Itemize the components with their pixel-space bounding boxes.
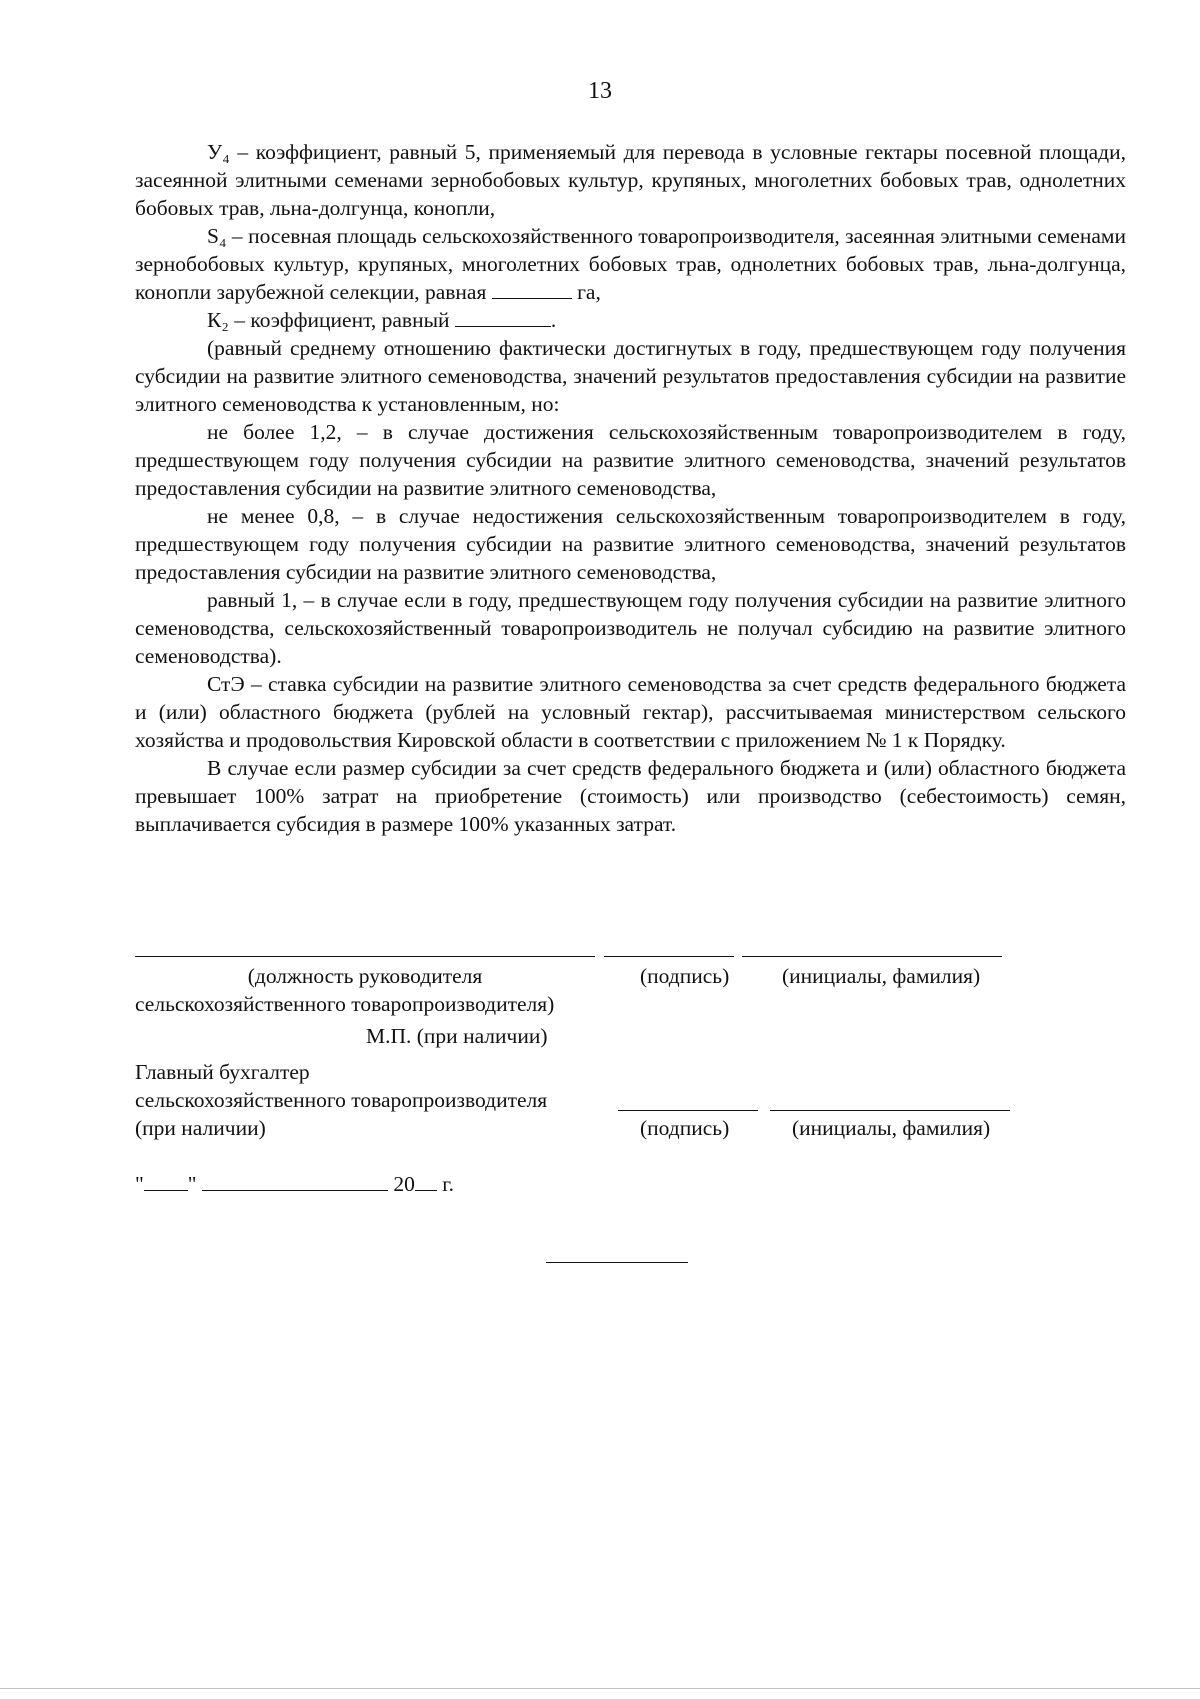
day-blank — [144, 1189, 188, 1191]
head-initials-caption: (инициалы, фамилия) — [782, 964, 981, 988]
paragraph-s4-text: S₄ – посевная площадь сельскохозяйственного товаропроизводителя, засеянная элитными семенами зернобобовых культур, крупяных, многолетних бобовых трав, однолетних бобовых трав, льна-долгунца, конопли зарубежной селекции, равная — [135, 224, 1126, 304]
date-line — [135, 1170, 454, 1198]
month-blank — [202, 1189, 388, 1191]
accountant-initials-line — [770, 1110, 1010, 1111]
year-blank — [415, 1189, 437, 1191]
date-open-quote: " — [135, 1172, 144, 1196]
year-prefix: 20 — [393, 1172, 415, 1196]
paragraph-k2 — [135, 306, 1126, 334]
paragraph-s4-unit: га, — [571, 280, 601, 304]
accountant-signature-line — [618, 1110, 758, 1111]
accountant-caption-3: (при наличии) — [135, 1116, 266, 1140]
paragraph-equal-one: равный 1, – в случае если в году, предшествующем году получения субсидии на развитие элитного семеноводства, сельскохозяйственный товаропроизводитель не получал субсидию на развитие элитного семеноводства). — [135, 588, 1126, 668]
accountant-initials-caption: (инициалы, фамилия) — [792, 1116, 991, 1140]
k2-blank — [455, 325, 551, 327]
accountant-caption-1: Главный бухгалтер — [135, 1060, 310, 1084]
accountant-signature-caption: (подпись) — [640, 1116, 730, 1140]
area-blank — [492, 297, 572, 299]
head-position-caption-1: (должность руководителя — [247, 964, 483, 988]
document-body — [135, 138, 1126, 838]
paragraph-s4 — [135, 222, 1126, 306]
paragraph-k2-text: К₂ – коэффициент, равный — [207, 308, 455, 332]
scan-bottom-edge — [0, 1688, 1200, 1692]
head-position-caption-2: сельскохозяйственного товаропроизводителя) — [135, 992, 555, 1016]
accountant-caption-2: сельскохозяйственного товаропроизводителя — [135, 1088, 548, 1112]
year-suffix: г. — [436, 1172, 454, 1196]
date-close-quote: " — [187, 1172, 197, 1196]
paragraph-k2-end: . — [550, 308, 557, 332]
paragraph-max: не более 1,2, – в случае достижения сельскохозяйственным товаропроизводителем в году, предшествующем году получения субсидии на развитие элитного семеноводства, значений результатов предоставления субсидии на развитие элитного семеноводства, — [135, 420, 1126, 500]
paragraph-min: не менее 0,8, – в случае недостижения сельскохозяйственным товаропроизводителем в году, предшествующем году получения субсидии на развитие элитного семеноводства, значений результатов предоставления субсидии на развитие элитного семеноводства, — [135, 504, 1126, 584]
paragraph-k2-definition: (равный среднему отношению фактически достигнутых в году, предшествующем году получения субсидии на развитие элитного семеноводства, значений результатов предоставления субсидии на развитие элитного семеноводства к установленным, но: — [135, 336, 1126, 416]
page-number: 13 — [588, 78, 612, 104]
head-initials-line — [742, 956, 1002, 957]
head-signature-caption: (подпись) — [640, 964, 730, 988]
paragraph-cap: В случае если размер субсидии за счет средств федерального бюджета и (или) областного бюджета превышает 100% затрат на приобретение (стоимость) или производство (себестоимость) семян, выплачивается субсидия в размере 100% указанных затрат. — [135, 756, 1126, 836]
paragraph-y4: У₄ – коэффициент, равный 5, применяемый для перевода в условные гектары посевной площади, засеянной элитными семенами зернобобовых культур, крупяных, многолетних бобовых трав, однолетних бобовых трав, льна-долгунца, конопли, — [135, 140, 1126, 220]
end-separator — [546, 1262, 688, 1263]
head-position-line — [135, 956, 595, 957]
head-signature-line — [604, 956, 734, 957]
paragraph-rate: СтЭ – ставка субсидии на развитие элитного семеноводства за счет средств федерального бюджета и (или) областного бюджета (рублей на условный гектар), рассчитываемая министерством сельского хозяйства и продовольствия Кировской области в соответствии с приложением № 1 к Порядку. — [135, 672, 1126, 752]
stamp-caption: М.П. (при наличии) — [366, 1024, 548, 1048]
